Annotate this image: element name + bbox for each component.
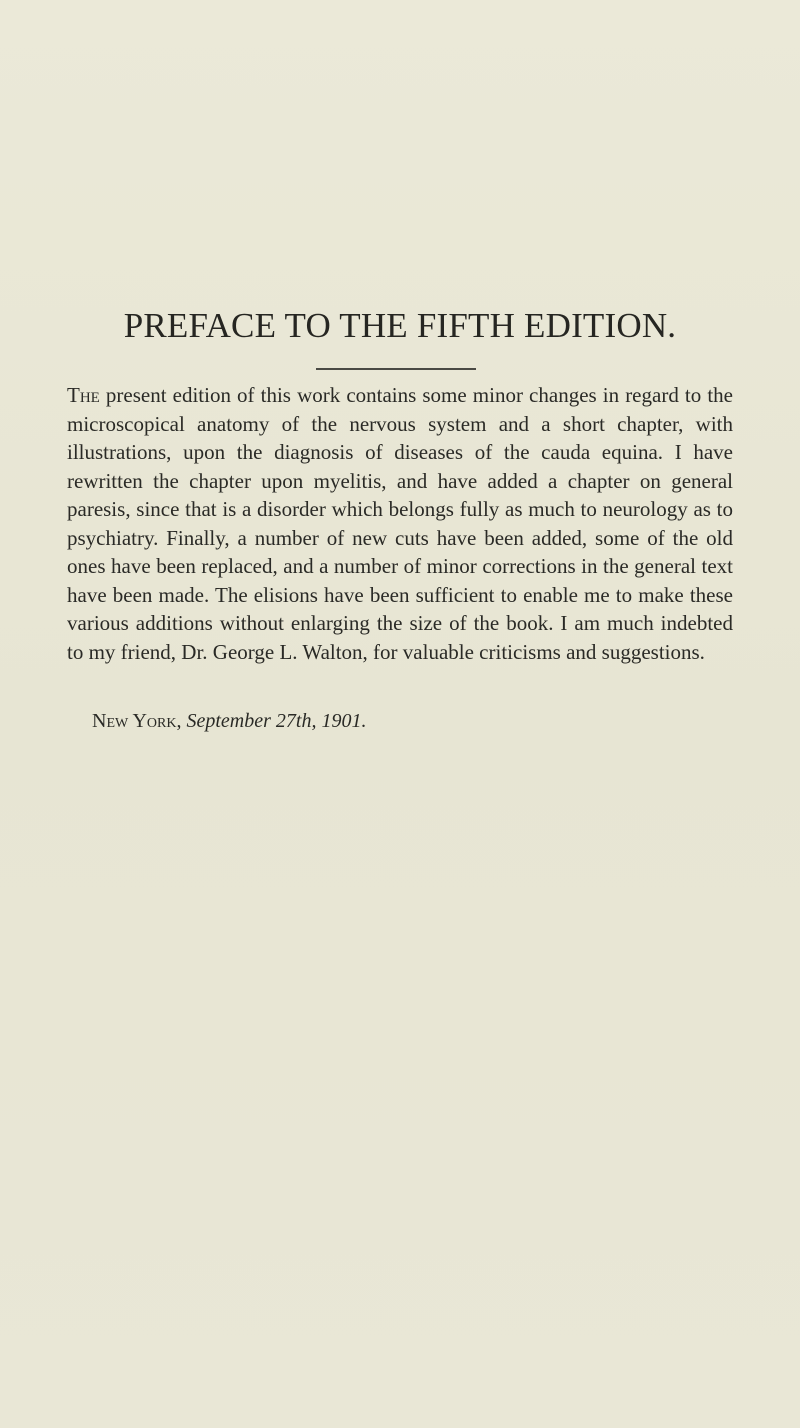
preface-paragraph: [67, 381, 733, 666]
lead-word: The: [67, 383, 100, 407]
signoff-line: [92, 708, 366, 734]
signoff-place: New York,: [92, 710, 182, 732]
page-title: PREFACE TO THE FIFTH EDITION.: [123, 306, 677, 345]
signoff-date: September 27th, 1901.: [186, 710, 367, 732]
preface-body: present edition of this work contains some minor changes in regard to the microscopical anatomy of the nervous system and a short chapter, with illustrations, upon the diagnosis of diseases of the cauda equina. I have rewritten the chapter upon myelitis, and have added a chapter on general paresis, since that is a disorder which belongs fully as much to neurology as to psychiatry. Finally, a number of new cuts have been added, some of the old ones have been replaced, and a number of minor corrections in the general text have been made. The elisions have been sufficient to enable me to make these various additions without enlarging the size of the book. I am much indebted to my friend, Dr. George L. Walton, for valuable criticisms and suggestions.: [67, 383, 733, 664]
title-divider: [316, 368, 476, 370]
